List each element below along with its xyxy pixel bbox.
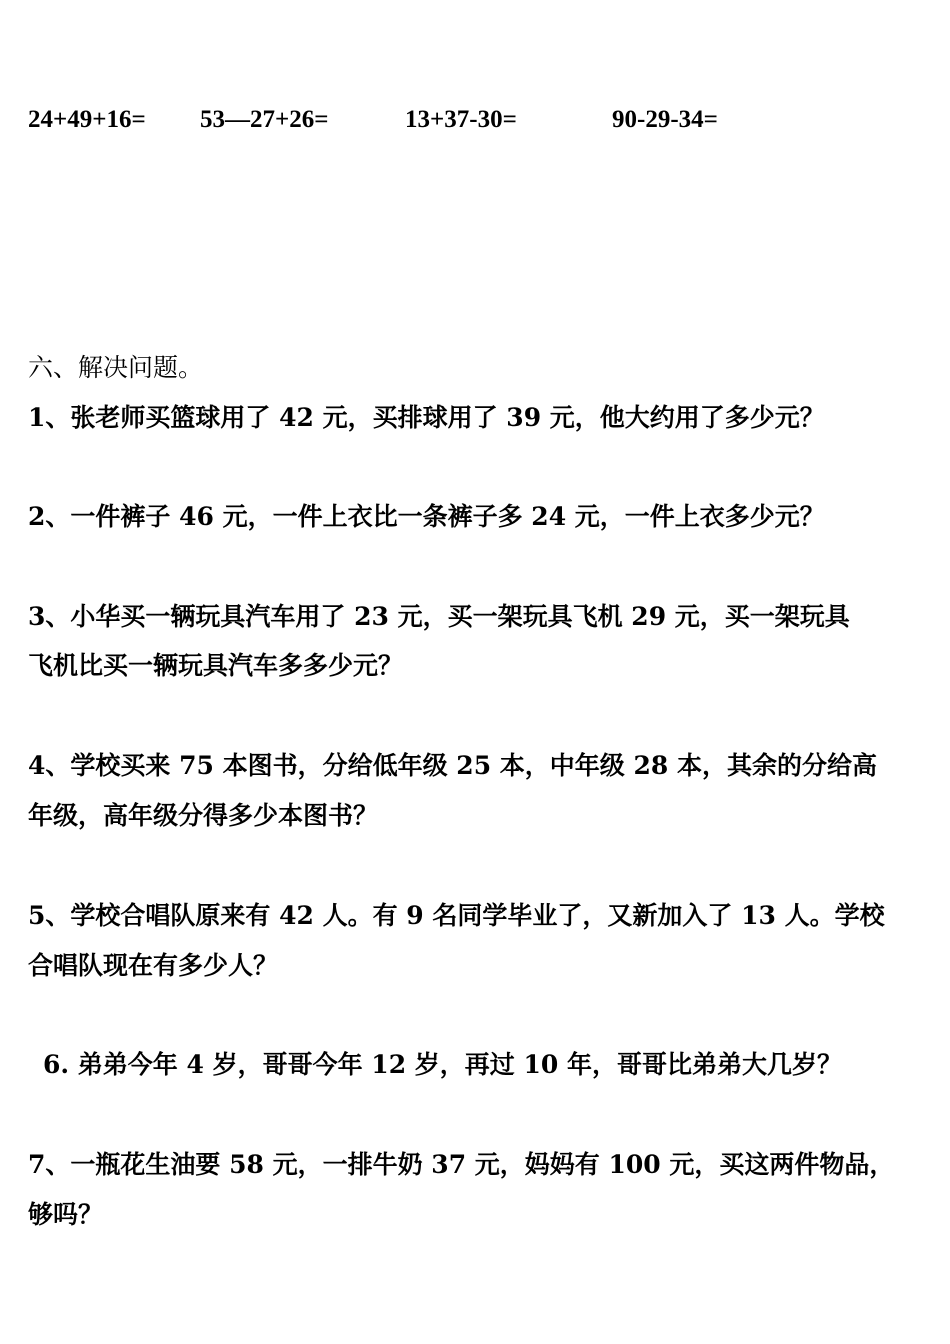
calculation-2: 53—27+26=	[200, 106, 329, 133]
problem-4-line-2: 年级，高年级分得多少本图书？	[28, 801, 379, 830]
problem-4-line-1: 4、学校买来 75 本图书，分给低年级 25 本，中年级 28 本，其余的分给高	[28, 751, 877, 780]
calculation-row	[0, 100, 950, 140]
problem-6-line-1: 6. 弟弟今年 4 岁，哥哥今年 12 岁，再过 10 年，哥哥比弟弟大几岁？	[43, 1050, 843, 1079]
section-title: 六、解决问题。	[28, 353, 204, 382]
problem-3-line-1: 3、小华买一辆玩具汽车用了 23 元，买一架玩具飞机 29 元，买一架玩具	[28, 602, 850, 631]
problem-1-line-1: 1、张老师买篮球用了 42 元，买排球用了 39 元，他大约用了多少元？	[28, 403, 825, 432]
problem-3-line-2: 飞机比买一辆玩具汽车多多少元？	[28, 651, 404, 680]
calculation-4: 90-29-34=	[612, 106, 718, 133]
problem-5-line-2: 合唱队现在有多少人？	[28, 951, 279, 980]
calculation-1: 24+49+16=	[28, 106, 146, 133]
problem-7-line-1: 7、一瓶花生油要 58 元，一排牛奶 37 元，妈妈有 100 元，买这两件物品，	[28, 1150, 895, 1179]
problem-5-line-1: 5、学校合唱队原来有 42 人。有 9 名同学毕业了，又新加入了 13 人。学校	[28, 901, 885, 930]
calculation-3: 13+37-30=	[405, 106, 517, 133]
problem-7-line-2: 够吗？	[28, 1200, 104, 1229]
problem-2-line-1: 2、一件裤子 46 元，一件上衣比一条裤子多 24 元，一件上衣多少元？	[28, 502, 825, 531]
